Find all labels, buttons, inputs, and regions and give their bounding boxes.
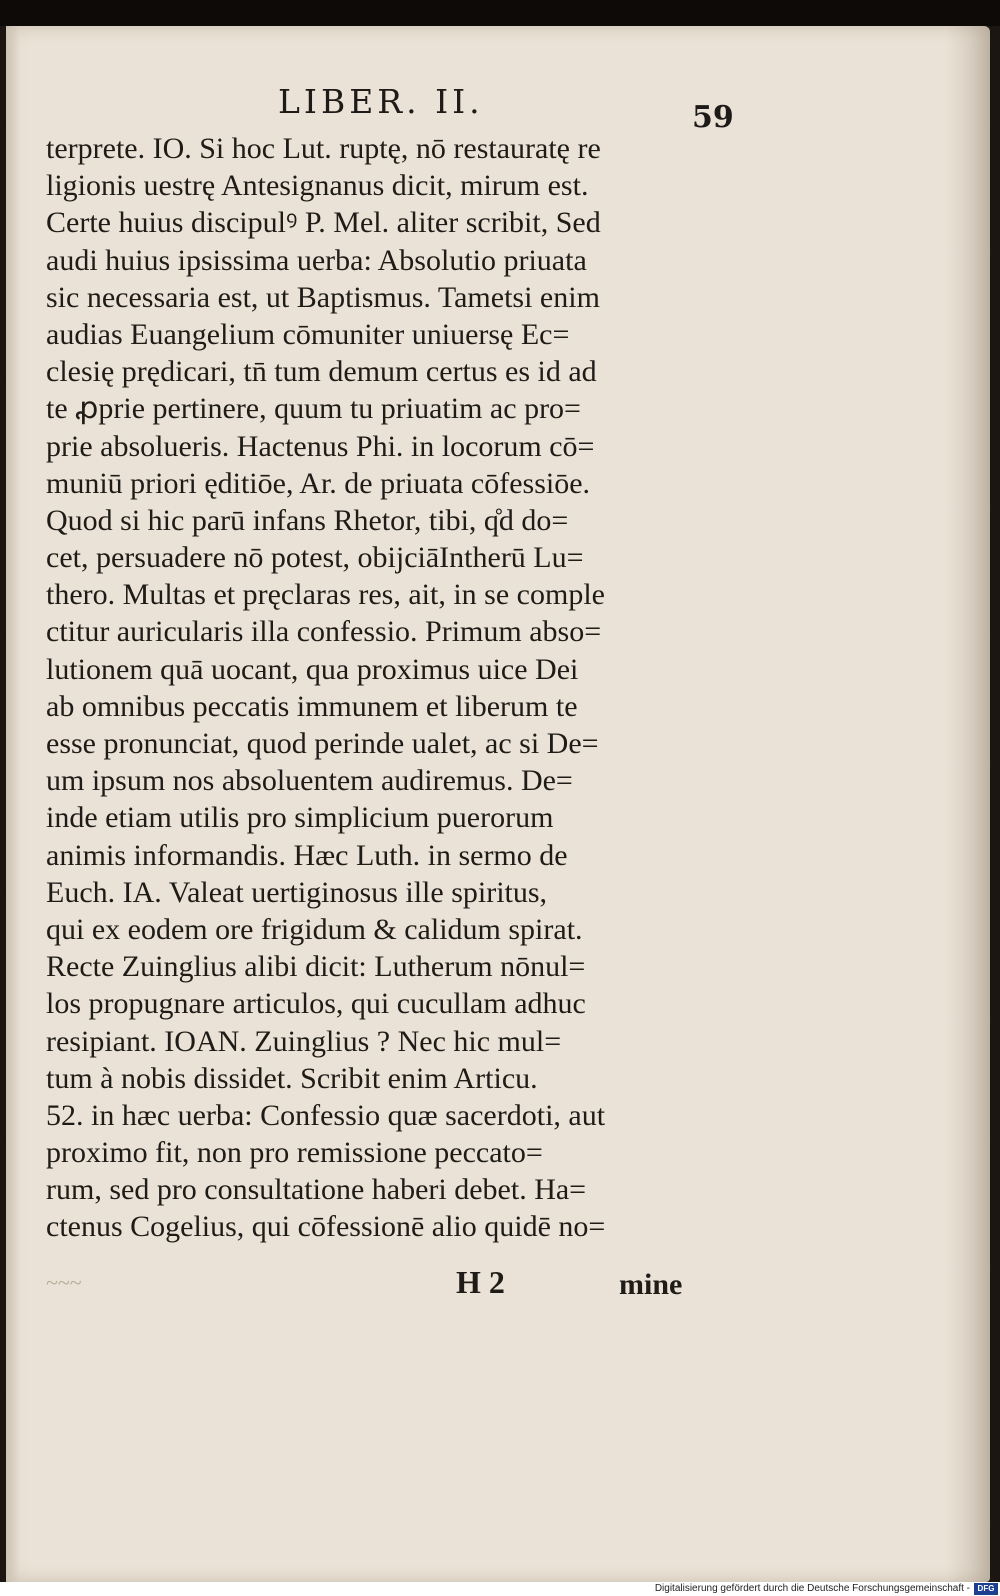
text-line: los propugnare articulos, qui cucullam adhuc [46, 987, 586, 1021]
text-line: esse pronunciat, quod perinde ualet, ac si De= [46, 727, 599, 760]
page-foot [46, 1264, 746, 1304]
text-line: Euch. IA. Valeat uertiginosus ille spiritus, [46, 875, 548, 909]
bleed-through-mark: ~~~ [46, 1270, 82, 1295]
text-line: thero. Multas et pręclaras res, ait, in se comple [46, 578, 605, 612]
body-text [46, 130, 746, 1246]
text-line: Recte Zuinglius alibi dicit: Lutherum nōnul= [46, 950, 586, 984]
text-line: ligionis uestrę Antesignanus dicit, mirum est. [46, 169, 589, 203]
text-line: ctitur auricularis illa confessio. Primum abso= [46, 615, 602, 649]
dfg-logo-icon: DFG [974, 1583, 998, 1595]
text-line: animis informandis. Hæc Luth. in sermo de [46, 838, 568, 872]
text-line: lutionem quā uocant, qua proximus uice Dei [46, 652, 579, 686]
text-line: um ipsum nos absoluentem audiremus. De= [46, 764, 573, 798]
text-line: resipiant. IOAN. Zuinglius ? Nec hic mul= [46, 1024, 562, 1058]
text-line: te ꝓprie pertinere, quum tu priuatim ac pro= [46, 392, 581, 426]
text-line: ctenus Cogelius, qui cōfessionē alio quidē no= [46, 1210, 606, 1244]
text-line: Quod si hic parū infans Rhetor, tibi, q̊d do= [46, 503, 569, 537]
text-line: 52. in hæc uerba: Confessio quæ sacerdoti, aut [46, 1098, 606, 1132]
running-head: LIBER. II. [278, 82, 484, 121]
text-line: sic necessaria est, ut Baptismus. Tametsi enim [46, 280, 600, 314]
text-line: Certe huius discipulꝰ P. Mel. aliter scribit, Sed [46, 206, 601, 240]
credit-bar [0, 1582, 1000, 1596]
text-line: ab omnibus peccatis immunem et liberum te [46, 689, 578, 723]
text-line: clesię prędicari, tn̄ tum demum certus es id ad [46, 355, 597, 389]
text-line: proximo fit, non pro remissione peccato= [46, 1136, 543, 1170]
text-line: inde etiam utilis pro simplicium puerorum [46, 801, 554, 835]
folio-number: 59 [692, 100, 734, 135]
text-line: qui ex eodem ore frigidum & calidum spirat. [46, 912, 583, 946]
catchword: mine [619, 1268, 683, 1301]
text-line: terprete. IO. Si hoc Lut. ruptę, nō restauratę re [46, 132, 601, 165]
funding-credit: Digitalisierung gefördert durch die Deutsche Forschungsgemeinschaft - [654, 1583, 970, 1594]
text-line: audias Euangelium cōmuniter uniuersę Ec= [46, 317, 570, 351]
signature-mark: H 2 [456, 1264, 505, 1300]
text-line: muniū priori ęditiōe, Ar. de priuata cōfessiōe. [46, 466, 591, 500]
page-gutter-shadow [946, 26, 990, 1582]
text-line: audi huius ipsissima uerba: Absolutio priuata [46, 243, 587, 277]
scan-top-edge [0, 0, 1000, 26]
text-line: prie absolueris. Hactenus Phi. in locorum cō= [46, 429, 595, 463]
page-edge-shadow [6, 26, 20, 1582]
text-line: rum, sed pro consultatione haberi debet. Ha= [46, 1173, 587, 1207]
text-line: tum à nobis dissidet. Scribit enim Articu. [46, 1061, 538, 1095]
text-line: cet, persuadere nō potest, obijciāIntherū Lu= [46, 541, 584, 575]
